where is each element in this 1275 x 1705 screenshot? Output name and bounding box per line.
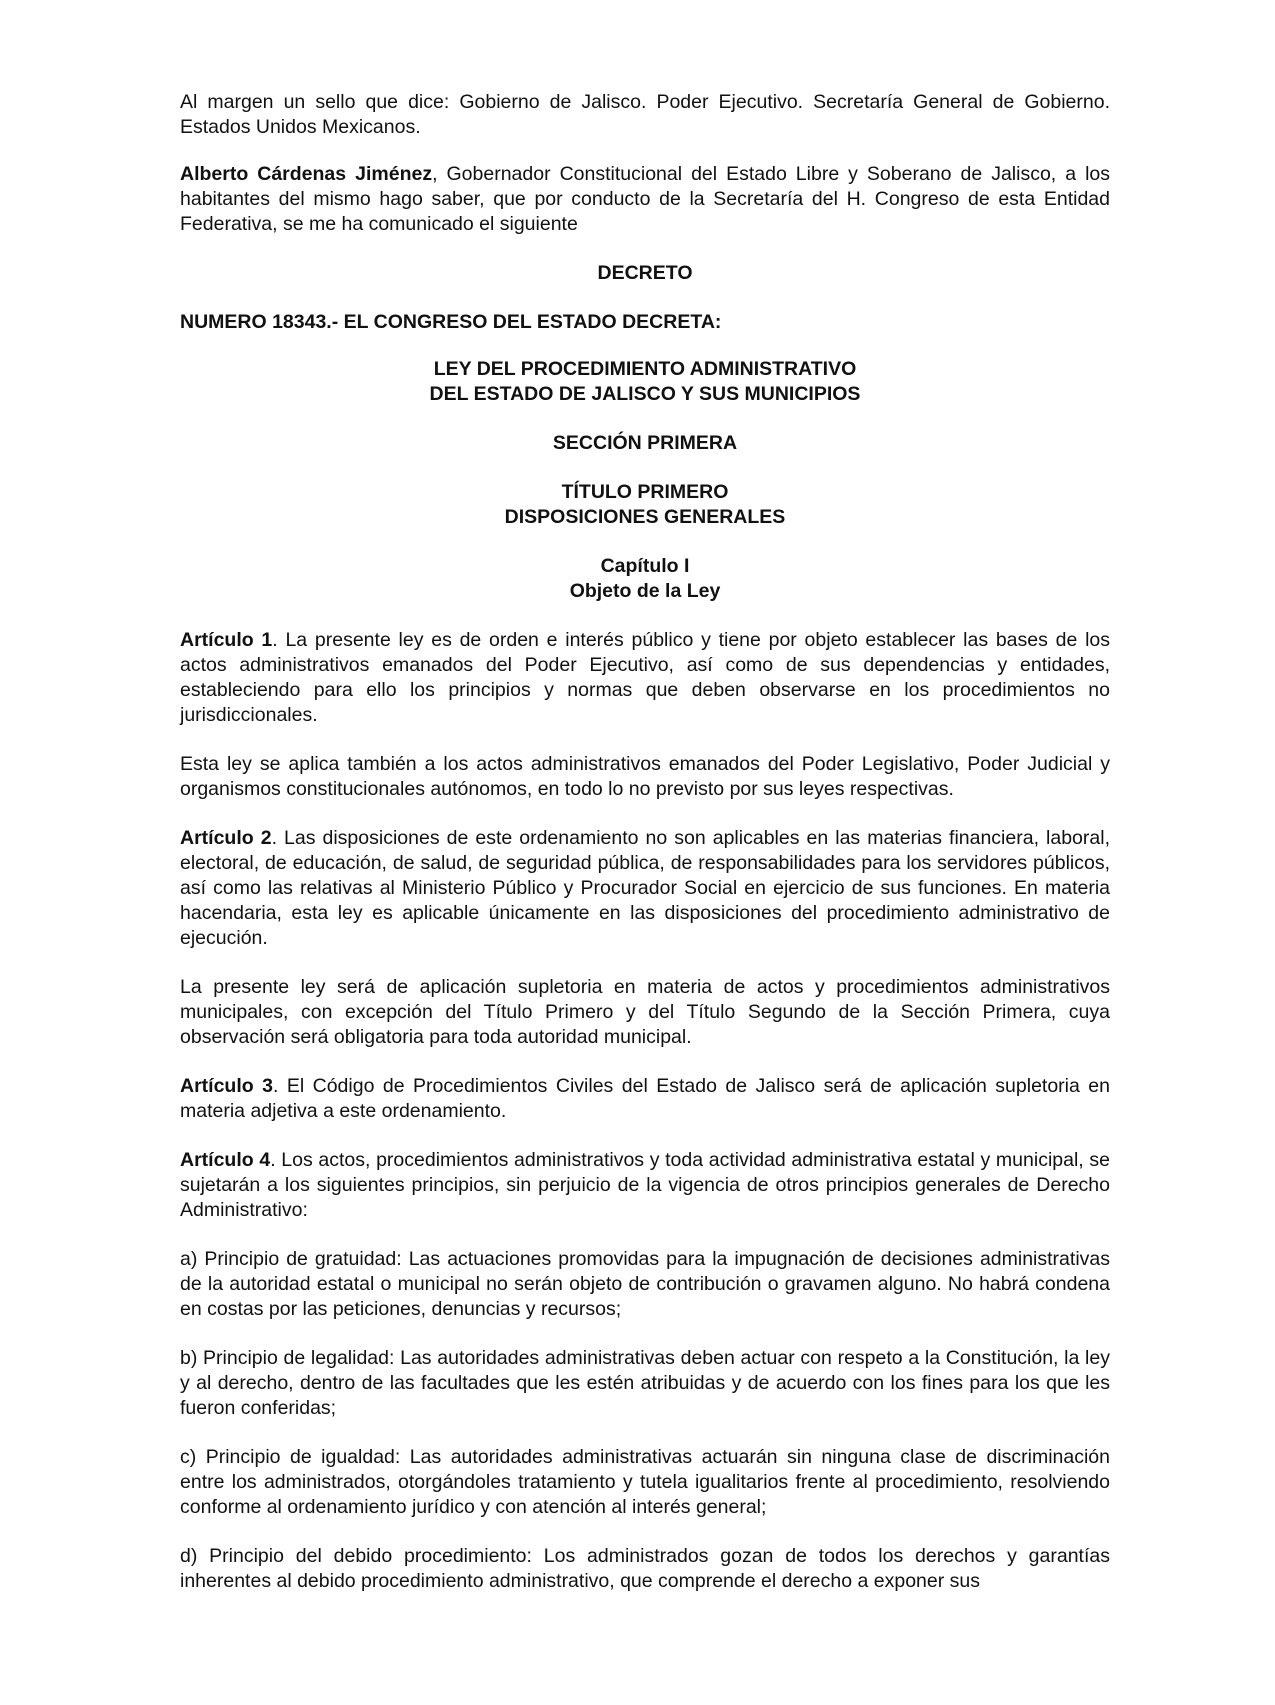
article-3 xyxy=(180,1074,1110,1124)
article-4-label: Artículo 4 xyxy=(180,1149,271,1171)
article-2-paragraph-2: La presente ley será de aplicación supletoria en materia de actos y procedimientos administrativos municipales, con excepción del Título Primero y del Título Segundo de la Sección Primera, cuya observación será obligatoria para toda autoridad municipal. xyxy=(180,976,1110,1048)
title-heading xyxy=(180,480,1110,530)
article-3-text: . El Código de Procedimientos Civiles del Estado de Jalisco será de aplicación supletoria en materia adjetiva a este ordenamiento. xyxy=(180,1075,1110,1122)
decree-number: NUMERO 18343.- EL CONGRESO DEL ESTADO DECRETA: xyxy=(180,311,722,333)
governor-paragraph xyxy=(180,162,1110,237)
title-line-1: TÍTULO PRIMERO xyxy=(561,481,729,503)
seal-paragraph: Al margen un sello que dice: Gobierno de Jalisco. Poder Ejecutivo. Secretaría General de Gobierno. Estados Unidos Mexicanos. xyxy=(180,91,1110,138)
law-title-line-2: DEL ESTADO DE JALISCO Y SUS MUNICIPIOS xyxy=(429,383,861,405)
article-4-item-d: d) Principio del debido procedimiento: Los administrados gozan de todos los derechos y garantías inherentes al debido procedimiento administrativo, que comprende el derecho a exponer sus xyxy=(180,1545,1110,1592)
chapter-line-2: Objeto de la Ley xyxy=(569,580,721,602)
article-4-text: . Los actos, procedimientos administrativos y toda actividad administrativa estatal y municipal, se sujetarán a los siguientes principios, sin perjuicio de la vigencia de otros principios generales de Derecho Administrativo: xyxy=(180,1149,1110,1221)
section-heading: SECCIÓN PRIMERA xyxy=(552,432,738,454)
governor-name: Alberto Cárdenas Jiménez xyxy=(180,163,433,185)
article-1 xyxy=(180,628,1110,728)
article-2-label: Artículo 2 xyxy=(180,827,272,849)
article-4-item-b: b) Principio de legalidad: Las autoridades administrativas deben actuar con respeto a la Constitución, la ley y al derecho, dentro de las facultades que les estén atribuidas y de acuerdo con los fines para los que les fueron conferidas; xyxy=(180,1347,1110,1419)
article-4-item-a: a) Principio de gratuidad: Las actuaciones promovidas para la impugnación de decisiones administrativas de la autoridad estatal o municipal no serán objeto de contribución o gravamen alguno. No habrá condena en costas por las peticiones, denuncias y recursos; xyxy=(180,1248,1110,1320)
law-title xyxy=(180,357,1110,407)
law-title-line-1: LEY DEL PROCEDIMIENTO ADMINISTRATIVO xyxy=(433,358,857,380)
decree-heading: DECRETO xyxy=(597,262,693,284)
chapter-heading xyxy=(180,554,1110,604)
document-page xyxy=(180,90,1110,1618)
article-1-label: Artículo 1 xyxy=(180,629,273,651)
governor-text: , Gobernador Constitucional del Estado Libre y Soberano de Jalisco, a los habitantes del mismo hago saber, que por conducto de la Secretaría del H. Congreso de esta Entidad Federativa, se me ha comunicado el siguiente xyxy=(180,163,1110,235)
article-2 xyxy=(180,826,1110,951)
article-1-paragraph-2: Esta ley se aplica también a los actos administrativos emanados del Poder Legislativo, Poder Judicial y organismos constitucionales autónomos, en todo lo no previsto por sus leyes respectivas. xyxy=(180,753,1110,800)
article-2-text: . Las disposiciones de este ordenamiento no son aplicables en las materias financiera, laboral, electoral, de educación, de salud, de seguridad pública, de responsabilidades para los servidores públicos, así como las relativas al Ministerio Público y Procurador Social en ejercicio de sus funciones. En materia hacendaria, esta ley es aplicable únicamente en las disposiciones del procedimiento administrativo de ejecución. xyxy=(180,827,1110,949)
article-4-item-c: c) Principio de igualdad: Las autoridades administrativas actuarán sin ninguna clase de discriminación entre los administrados, otorgándoles tratamiento y tutela igualitarios frente al procedimiento, resolviendo conforme al ordenamiento jurídico y con atención al interés general; xyxy=(180,1446,1110,1518)
article-4 xyxy=(180,1148,1110,1223)
article-3-label: Artículo 3 xyxy=(180,1075,273,1097)
article-1-text: . La presente ley es de orden e interés público y tiene por objeto establecer las bases de los actos administrativos emanados del Poder Ejecutivo, así como de sus dependencias y entidades, estableciendo para ello los principios y normas que deben observarse en los procedimientos no jurisdiccionales. xyxy=(180,629,1110,726)
title-line-2: DISPOSICIONES GENERALES xyxy=(504,506,786,528)
chapter-line-1: Capítulo I xyxy=(600,555,690,577)
